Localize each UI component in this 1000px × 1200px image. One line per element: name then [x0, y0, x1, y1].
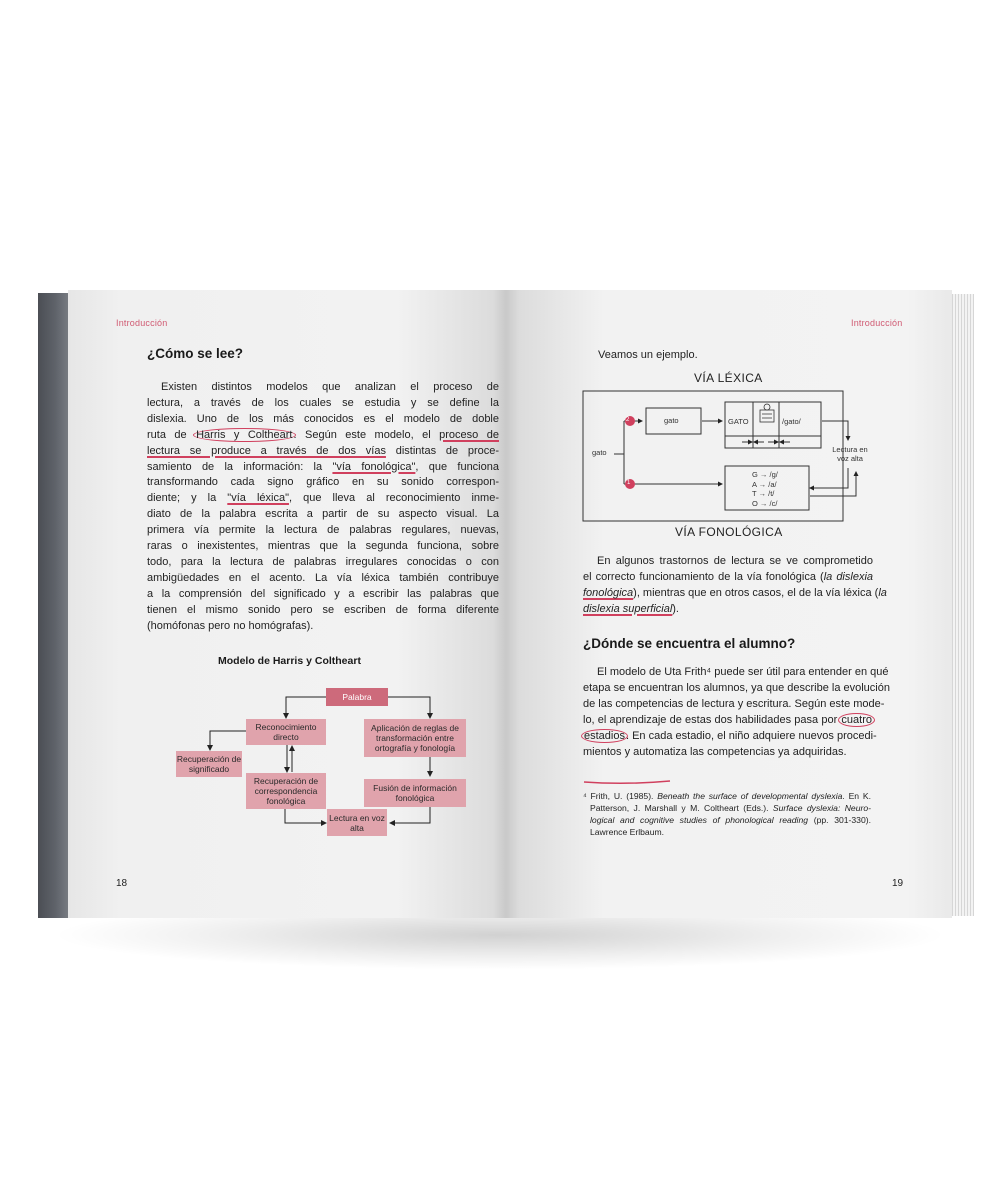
flow-box-lectura-voz-alta: Lectura en voz alta: [327, 809, 387, 836]
line: diato de la palabra escrita a partir de su aspecto visual. La: [147, 508, 499, 521]
line: tienen el mismo sonido pero se escriben de forma diferente: [147, 603, 499, 616]
diagram-label-via-fonologica: VÍA FONOLÓGICA: [675, 525, 783, 539]
line: transformando cada signo gráfico en su sonido correspon-: [147, 476, 499, 489]
italic-text: Beneath the surface of developmental dyslexia: [657, 791, 843, 801]
flow-box-palabra: Palabra: [326, 688, 388, 706]
italic-text: Surface dyslexia: Neuro-: [772, 803, 871, 813]
flow-box-recuperacion-significado: Recuperación de significado: [176, 751, 242, 777]
text: (pp. 301-330).: [808, 815, 871, 825]
line: Lawrence Erlbaum.: [590, 827, 665, 837]
left-page: [68, 290, 506, 918]
text: ).: [672, 602, 679, 615]
open-book: [38, 290, 974, 920]
line: lectura, a través de los cuales se estudia y se define la: [147, 396, 499, 409]
page-block-edge: [950, 294, 974, 916]
line: En algunos trastornos de lectura se ve comprometido: [597, 555, 873, 567]
line: [583, 814, 871, 826]
text: . En K.: [842, 791, 871, 801]
underlined-text: dislexia superficial: [583, 602, 673, 615]
underlined-text: lectura se produce a través de dos vías: [147, 444, 386, 457]
line: Veamos un ejemplo.: [598, 349, 698, 361]
lexicon-word: GATO: [728, 417, 749, 426]
line: primera vía permite la lectura de palabras regulares, nuevas,: [147, 524, 499, 537]
line: Existen distintos modelos que analizan el proceso de: [161, 381, 499, 393]
word-box-text: gato: [664, 416, 679, 425]
flowchart-arrows: [68, 290, 506, 918]
output-label: Lectura en voz alta: [832, 445, 868, 463]
underlined-text: "vía léxica": [227, 492, 289, 505]
line: dislexia. Uno de los más conocidos es el modelo de doble: [147, 412, 499, 425]
italic-text: la dislexia: [823, 570, 874, 583]
line: de las competencias de lectura y escritura. Según este mode-: [583, 697, 885, 710]
map-row: G → /g/: [752, 470, 778, 479]
line: [583, 802, 871, 814]
text: . Según este modelo, el: [293, 428, 440, 441]
flow-box-recuperacion-correspondencia: Recuperación de correspondencia fonológica: [246, 773, 326, 809]
line: (homófonas pero no homógrafas).: [147, 619, 314, 632]
figure-title: Modelo de Harris y Coltheart: [218, 655, 361, 667]
node-2: 2: [626, 417, 630, 423]
text: Patterson, J. Marshall y M. Coltheart (Eds.).: [590, 803, 773, 813]
italic-text: la: [878, 586, 887, 599]
text: distintas de proce-: [385, 444, 500, 457]
line: etapa se encuentran los alumnos, ya que describe la evolución: [583, 681, 890, 694]
line: todo, para la lectura de palabras irregulares conocidas o con: [147, 555, 499, 568]
node-1: 1: [627, 480, 631, 486]
input-word: gato: [592, 448, 607, 457]
diagram-label-via-lexica: VÍA LÉXICA: [694, 371, 763, 385]
right-page: [506, 290, 952, 918]
footnote: [583, 790, 871, 838]
map-row: T → /t/: [752, 489, 775, 498]
circled-text: cuatro: [838, 713, 875, 727]
running-head: Introducción: [851, 318, 903, 328]
map-row: O → /c/: [752, 498, 778, 508]
text: , que funciona: [415, 460, 499, 473]
underlined-text: proceso de: [439, 428, 499, 441]
section-heading: ¿Dónde se encuentra el alumno?: [583, 636, 796, 651]
text: ⁴ Frith, U. (1985).: [583, 791, 658, 801]
text: diente; y la: [147, 492, 228, 505]
text: ), mientras que en otros casos, el de la vía léxica (: [633, 586, 879, 599]
line: a la comprensión del significado y a escribir las palabras que: [147, 587, 499, 600]
text: ruta de: [147, 428, 196, 441]
page-number: 18: [116, 878, 128, 889]
page-number: 19: [892, 878, 904, 889]
section-heading: ¿Cómo se lee?: [147, 346, 244, 361]
text: samiento de la información: la: [147, 460, 333, 473]
lexicon-phonology: /gato/: [782, 417, 801, 426]
text: , que lleva al reconocimiento inme-: [288, 492, 499, 505]
flow-box-reconocimiento: Reconocimiento directo: [246, 719, 326, 745]
line: mientos y automatiza las competencias ya adquiridas.: [583, 745, 847, 758]
text: el correcto funcionamiento de la vía fonológica (: [583, 570, 824, 583]
map-row: A → /a/: [752, 479, 777, 489]
flow-box-aplicacion-reglas: Aplicación de reglas de transformación entre ortografía y fonología: [364, 719, 466, 757]
circled-authors: Harris y Coltheart: [193, 428, 295, 442]
italic-text: logical and cognitive studies of phonological reading: [590, 815, 809, 825]
underlined-text: fonológica: [583, 586, 634, 599]
text: . En cada estadio, el niño adquiere nuevos procedi-: [625, 729, 877, 742]
line: El modelo de Uta Frith⁴ puede ser útil para entender en qué: [597, 666, 889, 678]
line: ambigüedades en el acento. La vía léxica también contribuye: [147, 571, 499, 584]
underlined-text: "vía fonológica": [332, 460, 416, 473]
line: [583, 790, 871, 802]
text: lo, el aprendizaje de estas dos habilidades pasa por: [583, 713, 841, 726]
book-cover-edge: [38, 293, 70, 918]
running-head: Introducción: [116, 318, 168, 328]
line: raras o inexistentes, mientras que la segunda funciona, sobre: [147, 540, 499, 553]
circled-text: estadios: [581, 729, 628, 743]
flow-box-fusion: Fusión de información fonológica: [364, 779, 466, 807]
